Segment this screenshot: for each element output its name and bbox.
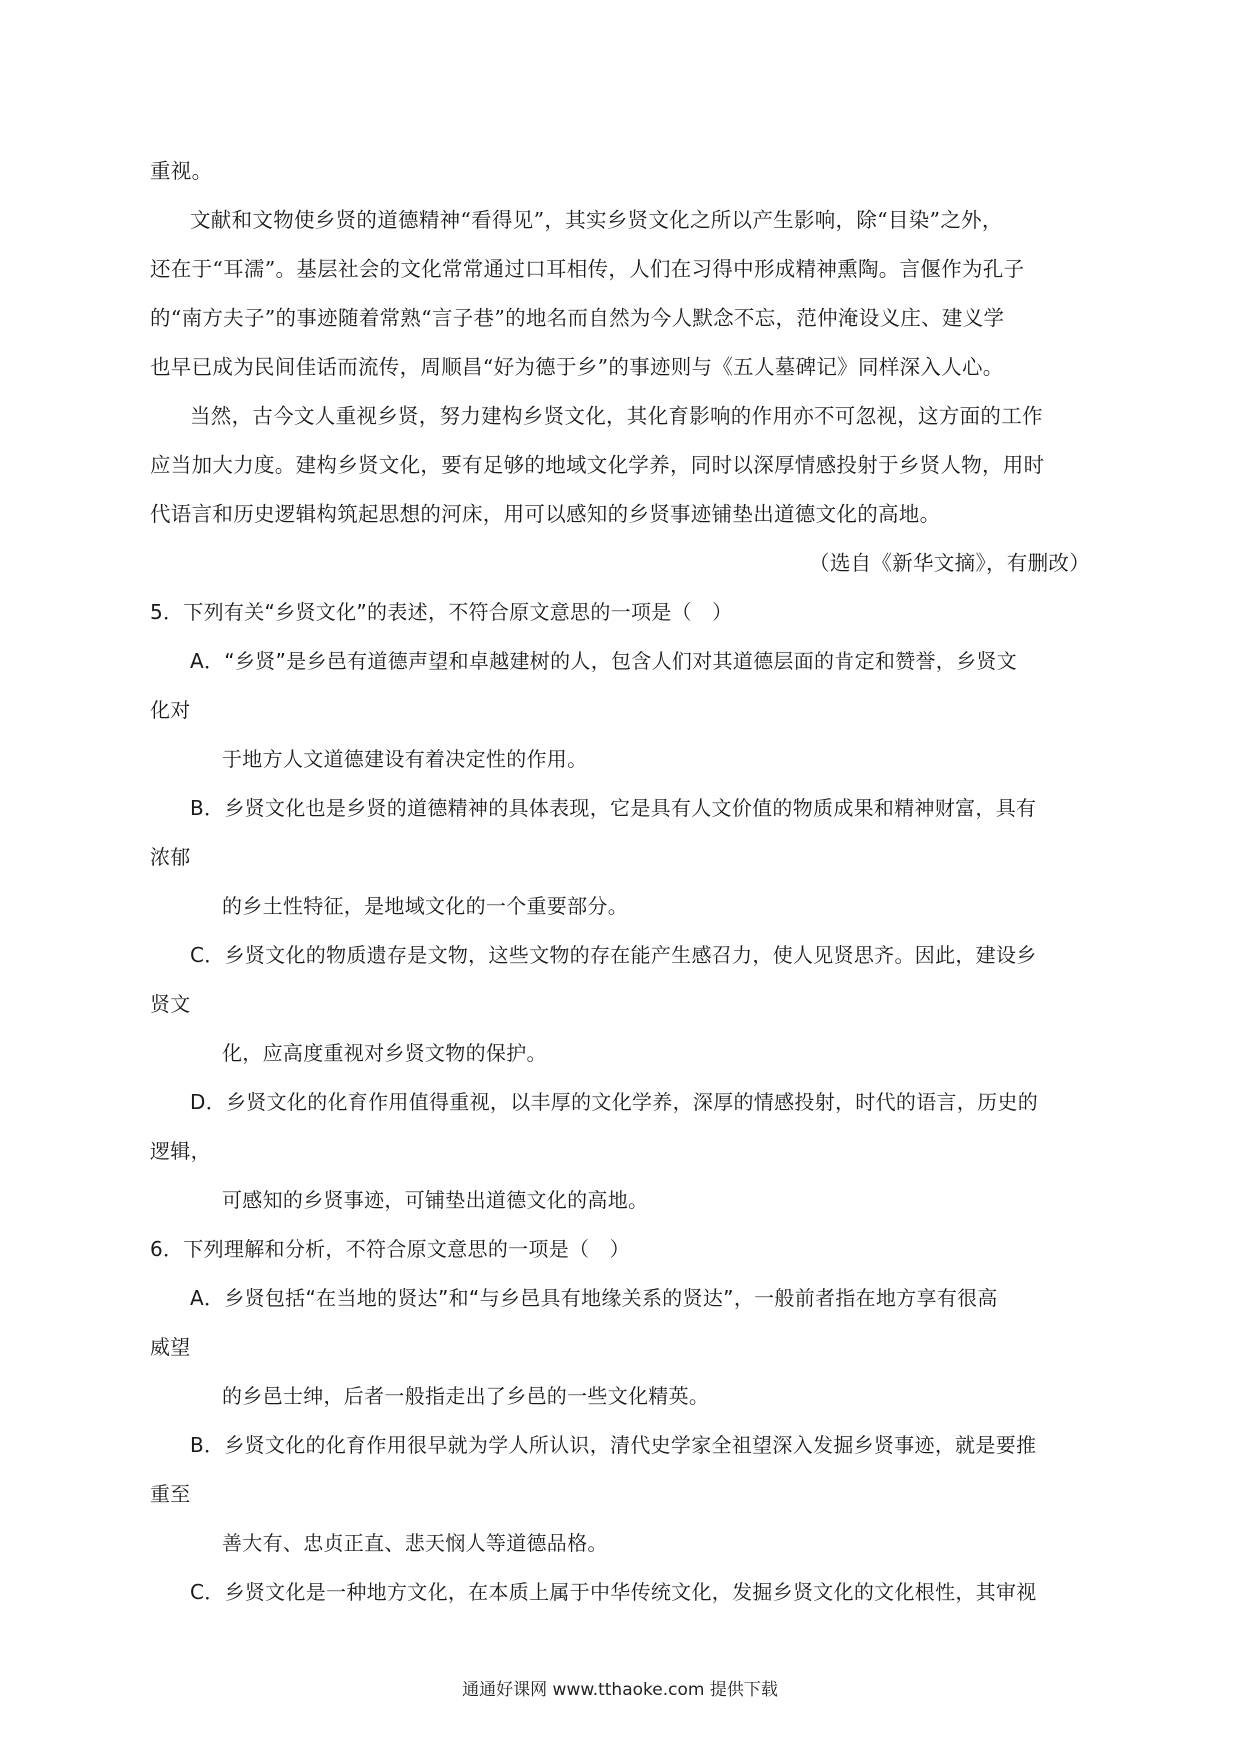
passage-line: 重视。	[150, 159, 213, 183]
q5-option-a: A．“乡贤”是乡邑有道德声望和卓越建树的人，包含人们对其道德层面的肯定和赞誉，乡贤文	[190, 649, 1018, 673]
passage-line: 当然，古今文人重视乡贤，努力建构乡贤文化，其化育影响的作用亦不可忽视，这方面的工作	[190, 404, 1043, 428]
passage-line: 的“南方夫子”的事迹随着常熟“言子巷”的地名而自然为今人默念不忘，范仲淹设义庄、建义学	[150, 306, 1005, 330]
q6-option-b: 重至	[150, 1482, 191, 1506]
q5-option-b: 的乡土性特征，是地域文化的一个重要部分。	[222, 894, 628, 918]
q6-option-a: 的乡邑士绅，后者一般指走出了乡邑的一些文化精英。	[222, 1384, 710, 1408]
question-6-stem: 6．下列理解和分析，不符合原文意思的一项是（ ）	[150, 1237, 630, 1261]
q5-option-c: 化，应高度重视对乡贤文物的保护。	[222, 1041, 547, 1065]
passage-line: 文献和文物使乡贤的道德精神“看得见”，其实乡贤文化之所以产生影响，除“目染”之外，	[190, 208, 1003, 232]
q5-option-c: 贤文	[150, 992, 191, 1016]
passage-line: 应当加大力度。建构乡贤文化，要有足够的地域文化学养，同时以深厚情感投射于乡贤人物，用时	[150, 453, 1045, 477]
q5-option-d: 逻辑，	[150, 1139, 211, 1163]
q5-option-b: B．乡贤文化也是乡贤的道德精神的具体表现，它是具有人文价值的物质成果和精神财富，具有	[190, 796, 1037, 820]
q6-option-b: B．乡贤文化的化育作用很早就为学人所认识，清代史学家全祖望深入发掘乡贤事迹，就是要推	[190, 1433, 1037, 1457]
question-5-stem: 5．下列有关“乡贤文化”的表述，不符合原文意思的一项是（ ）	[150, 600, 733, 624]
q6-option-c: C．乡贤文化是一种地方文化，在本质上属于中华传统文化，发掘乡贤文化的文化根性，其审视	[190, 1580, 1037, 1604]
q5-option-b: 浓郁	[150, 845, 191, 869]
q5-option-a: 化对	[150, 698, 191, 722]
q6-option-a: A．乡贤包括“在当地的贤达”和“与乡邑具有地缘关系的贤达”，一般前者指在地方享有很高	[190, 1286, 998, 1310]
page-footer: 通通好课网 www.tthaoke.com 提供下载	[462, 1680, 778, 1700]
q5-option-c: C．乡贤文化的物质遗存是文物，这些文物的存在能产生感召力，使人见贤思齐。因此，建设乡	[190, 943, 1037, 967]
passage-line: 也早已成为民间佳话而流传，周顺昌“好为德于乡”的事迹则与《五人墓碑记》同样深入人心。	[150, 355, 1004, 379]
passage-line: 还在于“耳濡”。基层社会的文化常常通过口耳相传，人们在习得中形成精神熏陶。言偃作为孔子	[150, 257, 1025, 281]
q5-option-d: 可感知的乡贤事迹，可铺垫出道德文化的高地。	[222, 1188, 649, 1212]
q5-option-d: D．乡贤文化的化育作用值得重视，以丰厚的文化学养，深厚的情感投射，时代的语言，历史的	[190, 1090, 1038, 1114]
q5-option-a: 于地方人文道德建设有着决定性的作用。	[222, 747, 588, 771]
q6-option-b: 善大有、忠贞正直、悲天悯人等道德品格。	[222, 1531, 608, 1555]
passage-source: （选自《新华文摘》，有删改）	[809, 551, 1090, 575]
q6-option-a: 威望	[150, 1335, 191, 1359]
passage-line: 代语言和历史逻辑构筑起思想的河床，用可以感知的乡贤事迹铺垫出道德文化的高地。	[150, 502, 941, 526]
